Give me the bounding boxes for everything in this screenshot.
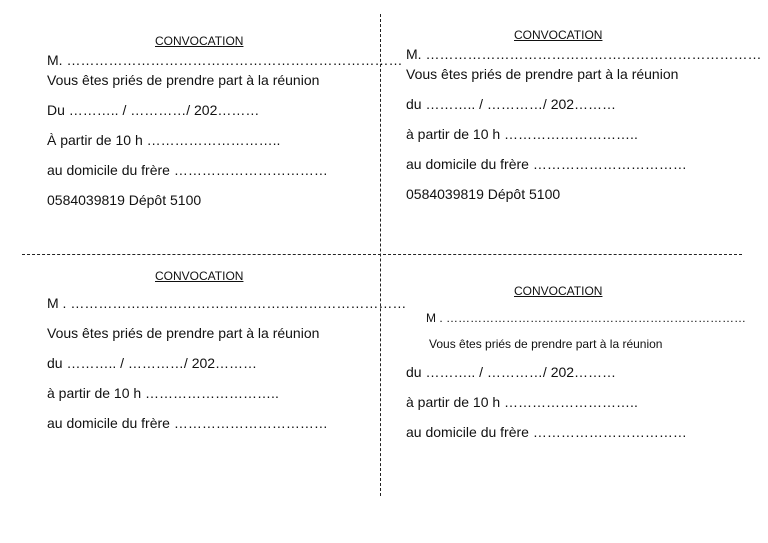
date-line: du ……….. / …………/ 202……… (406, 364, 617, 380)
invitation-text: Vous êtes priés de prendre part à la réunion (47, 325, 320, 341)
time-line: À partir de 10 h ……………………….. (47, 132, 281, 148)
time-line: à partir de 10 h ……………………….. (47, 385, 279, 401)
name-line: M. ……………………………………………………………… (47, 52, 403, 68)
card-title: CONVOCATION (514, 284, 603, 298)
vertical-cut-line (380, 14, 381, 496)
card-title: CONVOCATION (514, 28, 603, 42)
date-line: du ……….. / …………/ 202……… (406, 96, 617, 112)
phone-line: 0584039819 Dépôt 5100 (47, 192, 202, 208)
time-line: à partir de 10 h ……………………….. (406, 126, 638, 142)
place-line: au domicile du frère …………………………… (406, 156, 687, 172)
date-line: Du ……….. / …………/ 202……… (47, 102, 260, 118)
invitation-text: Vous êtes priés de prendre part à la réunion (429, 337, 663, 351)
card-title: CONVOCATION (155, 269, 244, 283)
name-line: M . ………………………………………………………………… (426, 311, 746, 325)
time-line: à partir de 10 h ……………………….. (406, 394, 638, 410)
horizontal-cut-line (22, 254, 742, 255)
place-line: au domicile du frère …………………………… (47, 415, 328, 431)
name-line: M. ……………………………………………………………… (406, 46, 762, 62)
date-line: du ……….. / …………/ 202……… (47, 355, 258, 371)
phone-line: 0584039819 Dépôt 5100 (406, 186, 561, 202)
place-line: au domicile du frère …………………………… (406, 424, 687, 440)
card-title: CONVOCATION (155, 34, 244, 48)
place-line: au domicile du frère …………………………… (47, 162, 328, 178)
name-line: M . ……………………………………………………………… (47, 295, 407, 311)
invitation-text: Vous êtes priés de prendre part à la réunion (47, 72, 320, 88)
invitation-text: Vous êtes priés de prendre part à la réunion (406, 66, 679, 82)
